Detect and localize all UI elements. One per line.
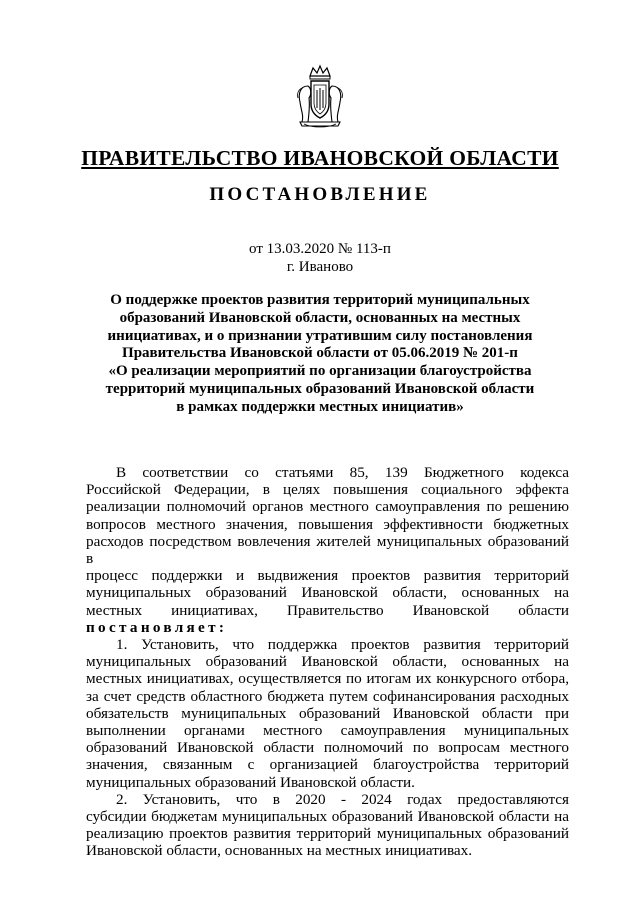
body-line: реализации полномочий органов местного самоуправления по решению bbox=[86, 498, 569, 516]
body-line: муниципальных образований Ивановской области. bbox=[86, 773, 415, 791]
body-line: расходов посредством вовлечения жителей муниципальных образований в bbox=[86, 532, 569, 568]
body-line: процесс поддержки и выдвижения проектов развития территорий bbox=[86, 567, 569, 585]
body-line: местных инициативах, Правительство Ивановской области bbox=[86, 601, 569, 619]
city: г. Иваново bbox=[286, 259, 354, 275]
body-line: образований Ивановской области полномочий по вопросам местного bbox=[86, 739, 569, 757]
subject-line: инициативах, и о признании утратившим силу постановления bbox=[107, 327, 533, 344]
body-line: за счет средств областного бюджета путем софинансирования расходных bbox=[86, 687, 569, 705]
date-number: от 13.03.2020 № 113-п bbox=[249, 241, 391, 257]
subject-line: территорий муниципальных образований Ивановской области bbox=[105, 380, 535, 397]
body-line: 1. Установить, что поддержка проектов развития территорий bbox=[116, 636, 569, 654]
document-subject bbox=[80, 292, 560, 417]
coat-of-arms-icon bbox=[294, 64, 346, 130]
body-line: вопросов местного значения, повышения эффективности бюджетных bbox=[86, 515, 569, 533]
body-line: В соответствии со статьями 85, 139 Бюджетного кодекса bbox=[116, 464, 569, 481]
document-type: ПОСТАНОВЛЕНИЕ bbox=[209, 184, 431, 205]
body-line: муниципальных образований Ивановской области, основанных на bbox=[86, 653, 569, 671]
subject-line: «О реализации мероприятий по организации благоустройства bbox=[108, 363, 532, 380]
body-line: муниципальных образований Ивановской области, основанных на bbox=[86, 584, 569, 602]
government-title: ПРАВИТЕЛЬСТВО ИВАНОВСКОЙ ОБЛАСТИ bbox=[81, 146, 559, 170]
body-line: обязательств муниципальных образований Ивановской области при bbox=[86, 704, 569, 722]
subject-line: Правительства Ивановской области от 05.06.2019 № 201-п bbox=[122, 345, 518, 362]
document-meta bbox=[0, 240, 640, 276]
resolves-word: постановляет: bbox=[86, 618, 228, 636]
body-line: субсидии бюджетам муниципальных образований Ивановской области на bbox=[86, 808, 569, 826]
body-line: Российской Федерации, в целях повышения социального эффекта bbox=[86, 481, 569, 499]
subject-line: в рамках поддержки местных инициатив» bbox=[176, 398, 464, 415]
body-line: 2. Установить, что в 2020 - 2024 годах предоставляются bbox=[116, 790, 569, 808]
body-line: выполнении органами местного самоуправления муниципальных bbox=[86, 722, 569, 740]
subject-line: образований Ивановской области, основанных на местных bbox=[119, 309, 521, 326]
document-body bbox=[86, 464, 569, 860]
body-line: значения, связанным с организацией благоустройства территорий bbox=[86, 756, 569, 774]
body-line: реализацию проектов развития территорий муниципальных образований bbox=[86, 825, 569, 843]
body-line: местных инициативах, осуществляется по итогам их конкурсного отбора, bbox=[86, 670, 569, 688]
body-line: Ивановской области, основанных на местных инициативах. bbox=[86, 842, 473, 860]
subject-line: О поддержке проектов развития территорий муниципальных bbox=[110, 292, 530, 308]
